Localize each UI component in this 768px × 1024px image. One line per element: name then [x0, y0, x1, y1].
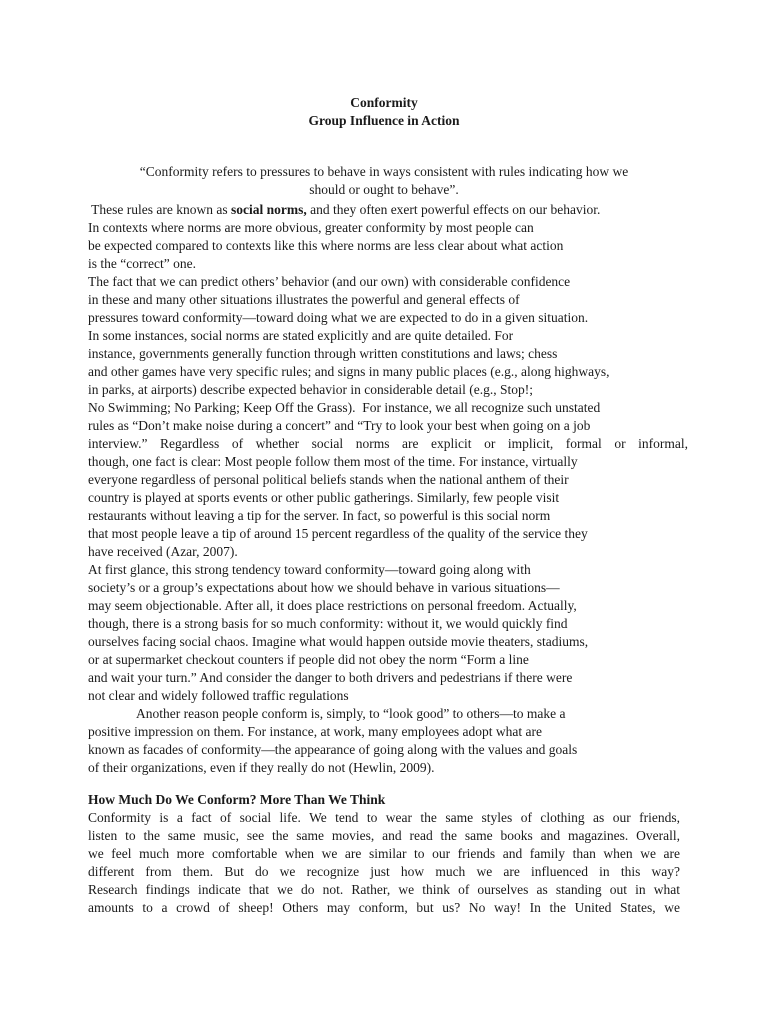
body-line: pressures toward conformity—toward doing what we are expected to do in a given situation. — [88, 310, 589, 325]
body-line: society’s or a group’s expectations about how we should behave in various situations— — [88, 580, 560, 595]
body-line: and wait your turn.” And consider the danger to both drivers and pedestrians if there were — [88, 670, 573, 685]
body-line: ourselves facing social chaos. Imagine what would happen outside movie theaters, stadiums, — [88, 634, 589, 649]
body-line: country is played at sports events or other public gatherings. Similarly, few people visit — [88, 490, 560, 505]
body-line: and other games have very specific rules; and signs in many public places (e.g., along highways, — [88, 364, 610, 379]
section-line: Research findings indicate that we do not. Rather, we think of ourselves as standing out in what — [88, 882, 680, 897]
body-line: have received (Azar, 2007). — [88, 544, 238, 559]
body-line: though, one fact is clear: Most people follow them most of the time. For instance, virtually — [88, 454, 578, 469]
body-line: interview.” Regardless of whether social norms are explicit or implicit, formal or informal, — [88, 436, 688, 451]
body-line: positive impression on them. For instance, at work, many employees adopt what are — [88, 724, 543, 739]
body-line: not clear and widely followed traffic regulations — [88, 688, 349, 703]
body-line: or at supermarket checkout counters if people did not obey the norm “Form a line — [88, 652, 529, 667]
body-line: may seem objectionable. After all, it does place restrictions on personal freedom. Actually, — [88, 598, 577, 613]
body-line: restaurants without leaving a tip for the server. In fact, so powerful is this social norm — [88, 508, 551, 523]
body-line: instance, governments generally function through written constitutions and laws; chess — [88, 346, 558, 361]
section-text — [88, 809, 680, 917]
body-line: though, there is a strong basis for so much conformity: without it, we would quickly find — [88, 616, 568, 631]
section-line: listen to the same music, see the same movies, and read the same books and magazines. Overall, — [88, 828, 680, 843]
body-line: No Swimming; No Parking; Keep Off the Grass). For instance, we all recognize such unstated — [88, 400, 601, 415]
body-line: of their organizations, even if they really do not (Hewlin, 2009). — [88, 760, 435, 775]
document-subtitle: Group Influence in Action — [308, 113, 460, 128]
title-block — [0, 94, 768, 130]
section-line: we feel much more comfortable when we are similar to our friends and family than when we are — [88, 846, 680, 861]
body-line: in these and many other situations illustrates the powerful and general effects of — [88, 292, 520, 307]
norms-line — [88, 201, 688, 219]
body-line: known as facades of conformity—the appearance of going along with the values and goals — [88, 742, 578, 757]
norms-line-pre: These rules are known as — [88, 202, 231, 217]
body-line: be expected compared to contexts like this where norms are less clear about what action — [88, 238, 564, 253]
social-norms-term: social norms, — [230, 202, 307, 217]
body-line: everyone regardless of personal political beliefs stands when the national anthem of their — [88, 472, 569, 487]
body-line: In some instances, social norms are stated explicitly and are quite detailed. For — [88, 328, 514, 343]
section-line: amounts to a crowd of sheep! Others may conform, but us? No way! In the United States, we — [88, 900, 680, 915]
body-line: At first glance, this strong tendency toward conformity—toward going along with — [88, 562, 531, 577]
body-line: in parks, at airports) describe expected behavior in considerable detail (e.g., Stop!; — [88, 382, 533, 397]
norms-line-post: and they often exert powerful effects on our behavior. — [306, 202, 601, 217]
body-line: Another reason people conform is, simply, to “look good” to others—to make a — [136, 706, 566, 721]
body-line: that most people leave a tip of around 15 percent regardless of the quality of the service they — [88, 526, 588, 541]
quote-line: “Conformity refers to pressures to behave in ways consistent with rules indicating how we — [139, 164, 629, 179]
section-line: Conformity is a fact of social life. We tend to wear the same styles of clothing as our friends, — [88, 810, 680, 825]
section-line: different from them. But do we recognize just how much we are influenced in this way? — [88, 864, 680, 879]
document-title: Conformity — [350, 95, 418, 110]
body-line: In contexts where norms are more obvious, greater conformity by most people can — [88, 220, 534, 235]
body-line: rules as “Don’t make noise during a concert” and “Try to look your best when going on a job — [88, 418, 591, 433]
definition-quote — [88, 163, 680, 199]
body-text — [88, 201, 688, 777]
body-line: is the “correct” one. — [88, 256, 196, 271]
section-heading: How Much Do We Conform? More Than We Think — [88, 792, 386, 807]
quote-line: should or ought to behave”. — [309, 182, 459, 197]
body-line: The fact that we can predict others’ behavior (and our own) with considerable confidence — [88, 274, 571, 289]
